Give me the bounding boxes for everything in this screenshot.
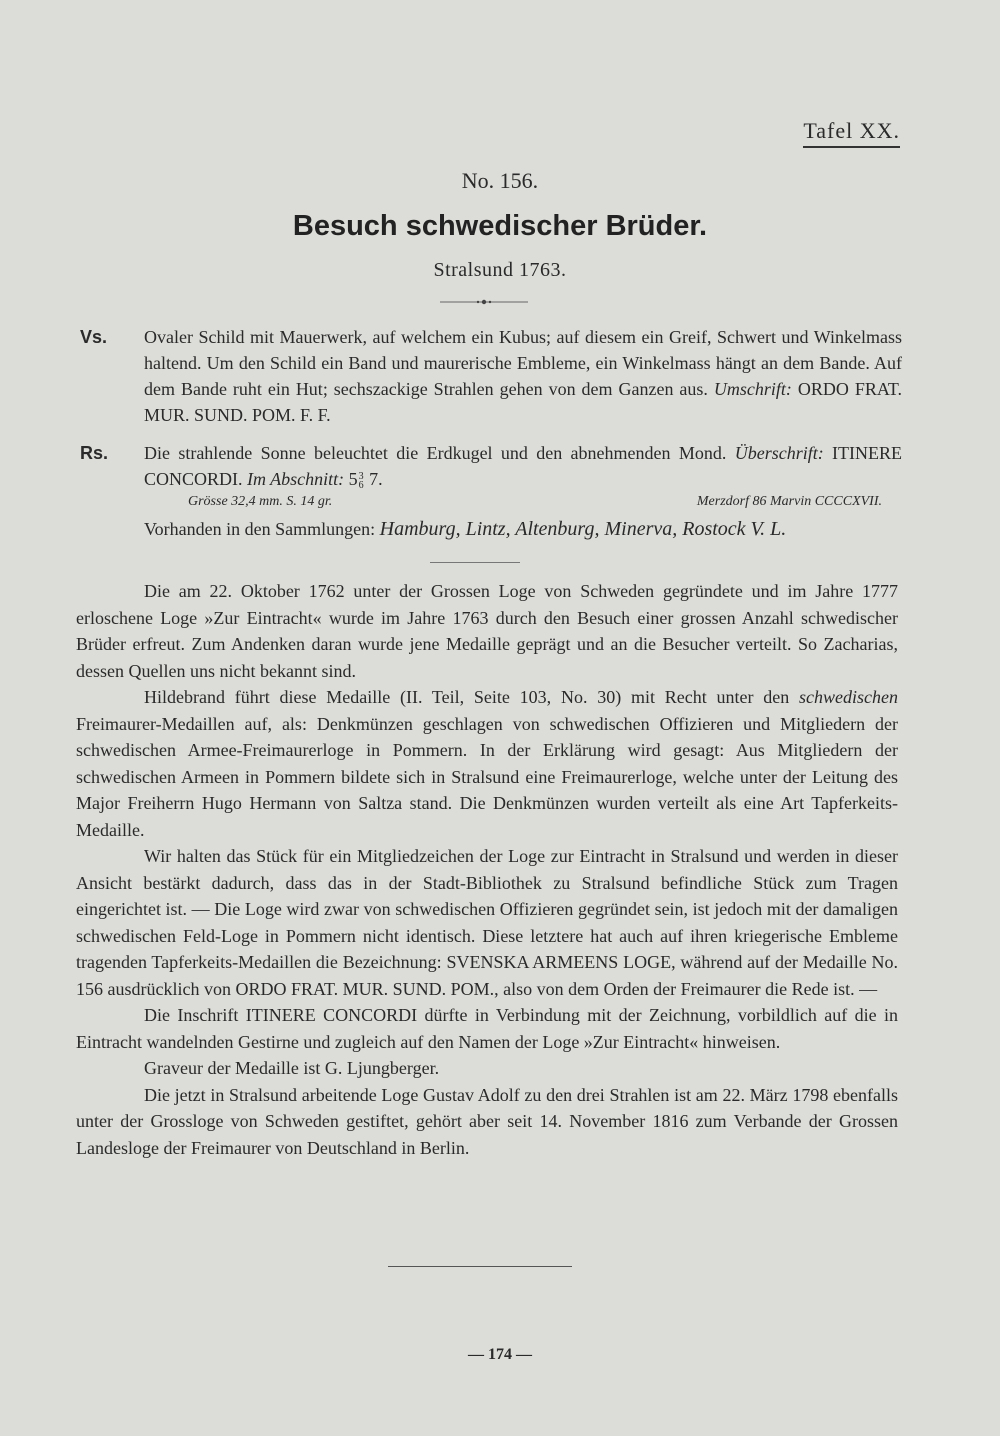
exergue-value	[349, 469, 383, 489]
exergue-denominator: 6	[358, 479, 364, 491]
footer-rule	[388, 1266, 572, 1267]
paragraph: Die Inschrift ITINERE CONCORDI dürfte in Verbindung mit der Zeichnung, vorbildlich auf die in Eintracht wandelnden Gestirne und zugleich auf den Namen der Loge »Zur Eintracht« hinweisen.	[76, 1005, 898, 1052]
entry-title: Besuch schwedischer Brüder.	[292, 210, 708, 242]
paragraph: Die am 22. Oktober 1762 unter der Grossen Loge von Schweden gegründete und im Jahre 1777 erloschene Loge »Zur Eintracht« wurde im Jahre 1763 durch den Besuch einer grossen Anzahl schwedischer Brüder erfreut. Zum Andenken daran wurde jene Medaille geprägt und an die Besucher verteilt. So Zacharias, dessen Quellen uns nicht bekannt sind.	[76, 581, 898, 681]
reverse-label: Rs.	[80, 443, 109, 463]
superscription-label: Überschrift:	[734, 443, 824, 463]
exergue-tail: 7.	[369, 469, 383, 489]
plate-label: Tafel XX.	[803, 118, 900, 148]
obverse-text: Ovaler Schild mit Mauerwerk, auf welchem ein Kubus; auf diesem ein Greif, Schwert und Winkelmass haltend. Um den Schild ein Band und maurerische Embleme, ein Winkelmass hängt an dem Bande. Auf dem Bande ruht ein Hut; sechszackige Strahlen gehen von dem Ganzen aus.	[144, 327, 902, 399]
commentary	[76, 578, 898, 1161]
reverse-description	[80, 440, 902, 492]
references: Merzdorf 86 Marvin CCCCXVII.	[696, 494, 882, 509]
exergue-label: Im Abschnitt:	[247, 469, 345, 489]
collections-places: Hamburg, Lintz, Altenburg, Minerva, Rostock V. L.	[379, 518, 787, 540]
obverse-label: Vs.	[80, 327, 108, 347]
superscription: ITINERE CONCORDI.	[144, 443, 903, 489]
size-weight: Grösse 32,4 mm. S. 14 gr.	[188, 494, 333, 509]
collections-label: Vorhanden in den Sammlungen:	[144, 519, 376, 539]
page-number: — 174 —	[468, 1346, 532, 1363]
collections	[144, 516, 902, 542]
paragraph: Wir halten das Stück für ein Mitgliedzeichen der Loge zur Eintracht in Stralsund und werden in dieser Ansicht bestärkt dadurch, dass das in der Stadt-Bibliothek zu Stralsund befindliche Stück zum Tragen eingerichtet ist. — Die Loge wird zwar von schwedischen Offizieren gegründet sein, ist jedoch mit der damaligen schwedischen Feld-Loge in Pommern nicht identisch. Diese letztere hat auch auf ihren kriegerische Embleme tragenden Tapferkeits-Medaillen die Bezeichnung: SVENSKA ARMEENS LOGE, während auf der Medaille No. 156 ausdrücklich von ORDO FRAT. MUR. SUND. POM., also von dem Orden der Freimaurer die Rede ist. —	[76, 846, 898, 999]
entry-number: No. 156.	[461, 168, 539, 193]
obverse-description	[80, 324, 902, 428]
exergue-numerator: 3	[358, 470, 364, 482]
inscription: ORDO FRAT. MUR. SUND. POM. F. F.	[144, 379, 903, 425]
divider-rule	[430, 562, 520, 563]
paragraph: Hildebrand führt diese Medaille (II. Teil, Seite 103, No. 30) mit Recht unter den schwedischen Freimaurer-Medaillen auf, als: Denkmünzen geschlagen von schwedischen Offizieren und Mitgliedern der schwedischen Armee-Freimaurerloge in Pommern. In der Erklärung wird gesagt: Aus Mitgliedern der schwedischen Armeen in Pommern bildete sich in Stralsund eine Freimaurerloge, welche unter der Leitung des Major Freiherrn Hugo Hermann von Saltza stand. Die Denkmünzen wurden verteilt als eine Art Tapferkeits-Medaille.	[76, 687, 899, 840]
ornament-divider	[440, 298, 528, 306]
reverse-text: Die strahlende Sonne beleuchtet die Erdkugel und den abnehmenden Mond.	[144, 443, 727, 463]
exergue-whole: 5	[348, 469, 358, 489]
inscription-label: Umschrift:	[713, 379, 792, 399]
specifications	[144, 494, 882, 510]
place-date: Stralsund 1763.	[433, 259, 567, 281]
paragraph: Graveur der Medaille ist G. Ljungberger.	[144, 1058, 440, 1078]
paragraph: Die jetzt in Stralsund arbeitende Loge Gustav Adolf zu den drei Strahlen ist am 22. März 1798 ebenfalls unter der Grossloge von Schweden gestiftet, gehört aber seit 14. November 1816 zum Verbande der Grossen Landesloge der Freimaurer von Deutschland in Berlin.	[76, 1084, 898, 1158]
